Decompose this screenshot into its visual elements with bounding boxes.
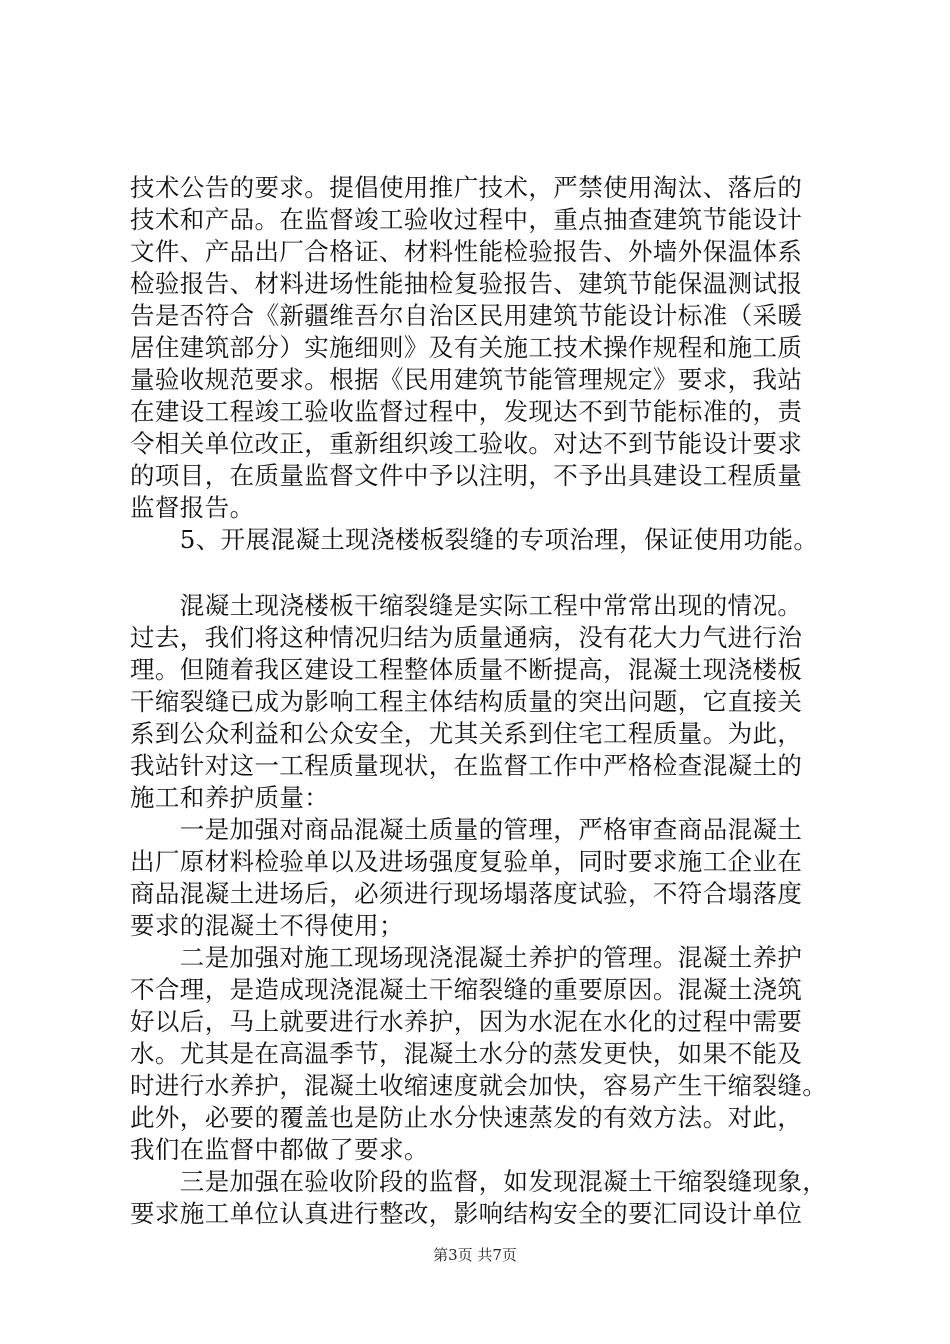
text-block-bottom	[130, 590, 830, 1230]
text-line: 出厂原材料检验单以及进场强度复验单，同时要求施工企业在	[130, 847, 803, 876]
text-line: 告是否符合《新疆维吾尔自治区民用建筑节能设计标准（采暖	[130, 301, 803, 330]
text-line: 检验报告、材料进场性能抽检复验报告、建筑节能保温测试报	[130, 269, 803, 298]
text-line: 三是加强在验收阶段的监督，如发现混凝土干缩裂缝现象，	[130, 1167, 828, 1196]
text-line: 好以后，马上就要进行水养护，因为水泥在水化的过程中需要	[130, 1007, 803, 1036]
text-line: 技术公告的要求。提倡使用推广技术，严禁使用淘汰、落后的	[130, 173, 803, 202]
text-line: 技术和产品。在监督竣工验收过程中，重点抽查建筑节能设计	[130, 205, 803, 234]
text-line: 5、开展混凝土现浇楼板裂缝的专项治理，保证使用功能。	[130, 525, 819, 554]
text-line: 在建设工程竣工验收监督过程中，发现达不到节能标准的，责	[130, 397, 803, 426]
text-line: 居住建筑部分）实施细则》及有关施工技术操作规程和施工质	[130, 333, 803, 362]
text-line: 水。尤其是在高温季节，混凝土水分的蒸发更快，如果不能及	[130, 1039, 803, 1068]
text-line: 此外，必要的覆盖也是防止水分快速蒸发的有效方法。对此，	[130, 1103, 803, 1132]
text-line: 混凝土现浇楼板干缩裂缝是实际工程中常常出现的情况。	[130, 591, 803, 620]
text-block-top	[130, 172, 830, 556]
text-line: 量验收规范要求。根据《民用建筑节能管理规定》要求，我站	[130, 365, 803, 394]
text-line: 商品混凝土进场后，必须进行现场塌落度试验，不符合塌落度	[130, 879, 803, 908]
text-line: 我站针对这一工程质量现状，在监督工作中严格检查混凝土的	[130, 751, 803, 780]
document-body	[130, 172, 830, 1230]
text-line: 文件、产品出厂合格证、材料性能检验报告、外墙外保温体系	[130, 237, 803, 266]
text-line: 要求的混凝土不得使用；	[130, 911, 404, 940]
text-line: 二是加强对施工现场现浇混凝土养护的管理。混凝土养护	[130, 943, 803, 972]
text-line: 我们在监督中都做了要求。	[130, 1135, 429, 1164]
text-line: 令相关单位改正，重新组织竣工验收。对达不到节能设计要求	[130, 429, 803, 458]
text-line: 的项目，在质量监督文件中予以注明，不予出具建设工程质量	[130, 461, 803, 490]
text-line: 监督报告。	[130, 493, 255, 522]
text-line: 过去，我们将这种情况归结为质量通病，没有花大力气进行治	[130, 623, 803, 652]
paragraph-gap	[130, 556, 830, 590]
text-line: 干缩裂缝已成为影响工程主体结构质量的突出问题，它直接关	[130, 687, 803, 716]
text-line: 不合理，是造成现浇混凝土干缩裂缝的重要原因。混凝土浇筑	[130, 975, 803, 1004]
text-line: 施工和养护质量：	[130, 783, 330, 812]
text-line: 一是加强对商品混凝土质量的管理，严格审查商品混凝土	[130, 815, 803, 844]
text-line: 时进行水养护，混凝土收缩速度就会加快，容易产生干缩裂缝。	[130, 1071, 828, 1100]
text-line: 理。但随着我区建设工程整体质量不断提高，混凝土现浇楼板	[130, 655, 803, 684]
text-line: 系到公众利益和公众安全，尤其关系到住宅工程质量。为此，	[130, 719, 803, 748]
text-line: 要求施工单位认真进行整改，影响结构安全的要汇同设计单位	[130, 1199, 803, 1228]
page-footer: 第3页 共7页	[433, 1246, 517, 1264]
